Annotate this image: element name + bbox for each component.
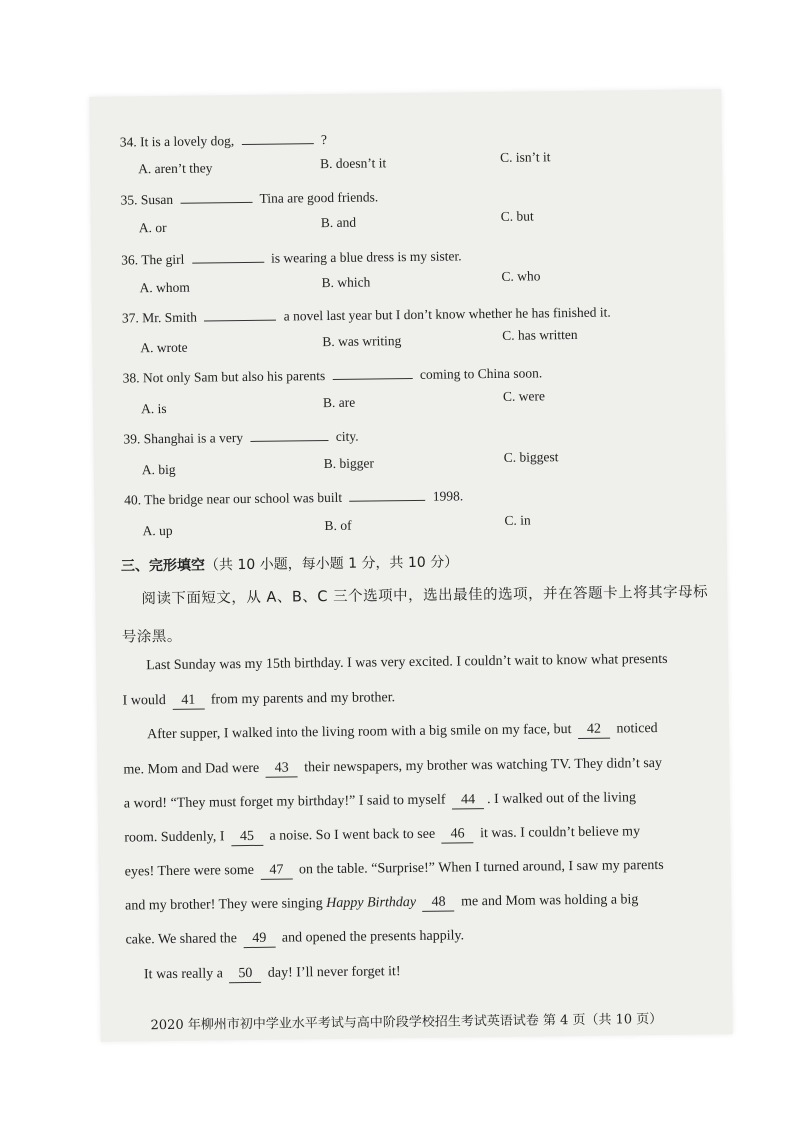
blank-45: 45 <box>231 829 263 846</box>
passage-text: noticed <box>616 720 658 737</box>
passage-line-7 <box>125 857 705 881</box>
passage-text: After supper, I walked into the living room with a big smile on my face, but <box>146 722 572 743</box>
option-b: B. was writing <box>322 333 402 350</box>
passage-text: a noise. So I went back to see <box>269 826 436 844</box>
passage-text: it was. I couldn’t believe my <box>480 824 641 842</box>
blank-50: 50 <box>229 966 261 983</box>
passage-text: room. Suddenly, I <box>124 829 225 846</box>
passage-text: eyes! There were some <box>124 862 254 880</box>
section-scoring-note: （共 10 小题，每小题 1 分，共 10 分） <box>204 554 459 574</box>
question-text: Not only Sam but also his parents <box>142 368 326 386</box>
question-number: 37. <box>121 310 139 326</box>
option-a: A. up <box>142 522 173 539</box>
question-text: Shanghai is a very <box>143 430 244 447</box>
option-c: C. but <box>500 208 534 224</box>
passage-text: on the table. “Surprise!” When I turned around, I saw my parents <box>298 857 664 878</box>
question-number: 40. <box>124 492 142 508</box>
passage-line-10 <box>144 960 724 984</box>
instructions-line-2: 号涂黑。 <box>121 628 182 646</box>
passage-text: and opened the presents happily. <box>281 928 465 946</box>
answer-blank <box>204 310 276 322</box>
question-text-end: ? <box>320 131 328 148</box>
question-38 <box>123 365 543 386</box>
passage-line-1 <box>146 651 726 674</box>
question-number: 39. <box>123 431 141 447</box>
question-text-end: Tina are good friends. <box>259 189 379 206</box>
song-title: Happy Birthday <box>326 894 417 912</box>
answer-blank <box>241 133 313 145</box>
answer-blank <box>180 192 252 204</box>
blank-43: 43 <box>266 760 298 777</box>
question-text-end: a novel last year but I don’t know whether he has finished it. <box>283 304 611 324</box>
page-footer: 2020 年柳州市初中学业水平考试与高中阶段学校招生考试英语试卷 第 4 页（共 10 页） <box>150 1011 663 1034</box>
question-number: 34. <box>119 134 137 150</box>
answer-blank <box>192 252 264 264</box>
option-a: A. is <box>140 400 167 417</box>
passage-line-8 <box>125 891 705 915</box>
option-b: B. and <box>320 214 357 231</box>
option-b: B. are <box>322 394 356 411</box>
question-text-end: 1998. <box>432 488 464 504</box>
option-c: C. biggest <box>503 449 559 465</box>
option-c: C. has written <box>502 326 578 343</box>
blank-46: 46 <box>442 826 474 843</box>
passage-line-5 <box>124 789 704 813</box>
question-39 <box>123 429 358 448</box>
passage-line-4 <box>123 755 703 779</box>
option-b: B. which <box>321 274 371 291</box>
question-text-end: is wearing a blue dress is my sister. <box>271 248 462 266</box>
passage-text: me. Mom and Dad were <box>123 760 260 778</box>
section-heading <box>121 551 458 575</box>
question-number: 35. <box>120 192 138 208</box>
question-text-end: coming to China soon. <box>419 365 543 382</box>
blank-49: 49 <box>243 931 275 948</box>
question-text: The girl <box>141 251 185 268</box>
section-title: 三、完形填空 <box>120 557 206 575</box>
option-a: A. wrote <box>140 339 188 356</box>
question-text: Mr. Smith <box>142 309 198 326</box>
exam-page <box>89 89 732 1042</box>
option-a: A. aren’t they <box>138 160 213 177</box>
passage-text: me and Mom was holding a big <box>460 892 639 910</box>
question-text: It is a lovely dog, <box>139 133 235 150</box>
blank-48: 48 <box>422 894 454 911</box>
passage-line-2 <box>123 686 703 710</box>
passage-text: a word! “They must forget my birthday!” I said to myself <box>123 792 446 812</box>
blank-44: 44 <box>452 792 484 809</box>
option-b: B. of <box>324 517 352 534</box>
option-b: B. doesn’t it <box>319 155 387 172</box>
answer-blank <box>349 490 425 502</box>
question-40 <box>124 488 463 508</box>
option-c: C. isn’t it <box>499 149 551 165</box>
question-36 <box>121 248 462 268</box>
option-c: C. in <box>504 512 531 528</box>
option-a: A. or <box>138 219 167 236</box>
passage-text: and my brother! They were singing <box>125 896 323 914</box>
passage-text: Last Sunday was my 15th birthday. I was very excited. I couldn’t wait to know what presents <box>146 651 668 674</box>
answer-blank <box>250 430 328 442</box>
option-c: C. were <box>502 388 546 404</box>
question-text: The bridge near our school was built <box>144 489 343 508</box>
blank-47: 47 <box>260 862 292 879</box>
question-37 <box>122 305 611 327</box>
passage-line-6 <box>124 823 704 847</box>
passage-text: their newspapers, my brother was watching TV. They didn’t say <box>304 755 663 776</box>
question-number: 36. <box>121 252 139 268</box>
option-a: A. whom <box>139 279 190 296</box>
question-number: 38. <box>122 370 140 386</box>
option-c: C. who <box>501 268 541 284</box>
passage-text: from my parents and my brother. <box>210 690 396 708</box>
question-34 <box>120 132 327 151</box>
passage-line-9 <box>125 925 705 949</box>
answer-blank <box>332 368 412 380</box>
blank-42: 42 <box>578 722 610 739</box>
question-35 <box>120 189 378 208</box>
passage-text: day! I’ll never forget it! <box>267 964 401 981</box>
blank-41: 41 <box>172 693 204 710</box>
question-text-end: city. <box>335 428 359 444</box>
passage-text: . I walked out of the living <box>486 790 637 808</box>
option-a: A. big <box>141 461 176 478</box>
passage-line-3 <box>147 720 727 744</box>
passage-text: I would <box>122 693 166 709</box>
option-b: B. bigger <box>323 455 375 472</box>
passage-text: cake. We shared the <box>125 931 237 948</box>
instructions-line-1: 阅读下面短文，从 A、B、C 三个选项中，选出最佳的选项，并在答题卡上将其字母标 <box>141 584 709 608</box>
passage-text: It was really a <box>143 966 223 983</box>
question-text: Susan <box>140 191 174 208</box>
